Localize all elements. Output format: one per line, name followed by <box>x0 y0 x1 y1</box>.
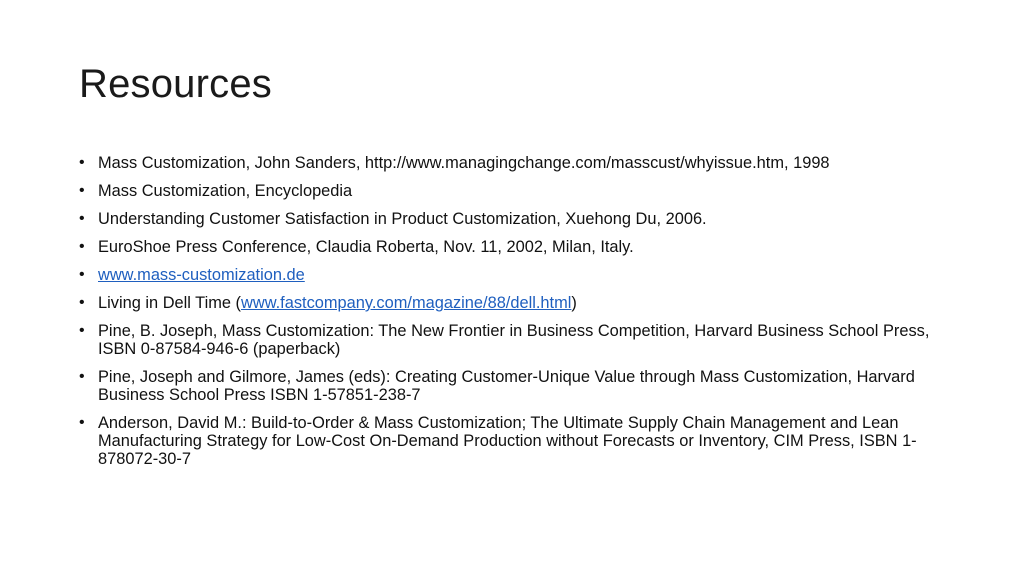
list-item <box>79 322 959 358</box>
bullet-icon: • <box>79 368 85 385</box>
bullet-icon: • <box>79 266 85 283</box>
list-item <box>79 182 959 200</box>
bullet-icon: • <box>79 182 85 199</box>
list-item <box>79 210 959 228</box>
resource-list <box>79 154 959 478</box>
resource-text: Understanding Customer Satisfaction in Product Customization, Xuehong Du, 2006. <box>98 210 707 228</box>
list-item <box>79 294 959 312</box>
bullet-icon: • <box>79 238 85 255</box>
fastcompany-link[interactable]: www.fastcompany.com/magazine/88/dell.html <box>241 294 572 312</box>
resource-text: Mass Customization, Encyclopedia <box>98 182 353 200</box>
list-item <box>79 414 959 468</box>
list-item <box>79 266 959 284</box>
resource-text: EuroShoe Press Conference, Claudia Roberta, Nov. 11, 2002, Milan, Italy. <box>98 238 634 256</box>
bullet-icon: • <box>79 414 85 431</box>
slide-title: Resources <box>79 62 272 106</box>
resource-text-prefix: Living in Dell Time ( <box>98 294 242 312</box>
resource-text: Pine, Joseph and Gilmore, James (eds): Creating Customer-Unique Value through Mass Customization, Harvard Business School Press ISBN 1-57851-238-7 <box>98 368 915 404</box>
mass-customization-link[interactable]: www.mass-customization.de <box>98 266 305 284</box>
resource-text: Anderson, David M.: Build-to-Order & Mass Customization; The Ultimate Supply Chain Management and Lean Manufacturing Strategy for Low-Cost On-Demand Production without Forecasts or Inventory, CIM Press, ISBN 1-878072-30-7 <box>98 414 917 468</box>
list-item <box>79 238 959 256</box>
resource-text: Pine, B. Joseph, Mass Customization: The New Frontier in Business Competition, Harvard Business School Press, ISBN 0-87584-946-6 (paperback) <box>98 322 930 358</box>
resource-text: Mass Customization, John Sanders, http://www.managingchange.com/masscust/whyissue.htm, 1998 <box>98 154 830 172</box>
bullet-icon: • <box>79 294 85 311</box>
bullet-icon: • <box>79 154 85 171</box>
list-item <box>79 154 959 172</box>
bullet-icon: • <box>79 322 85 339</box>
resource-text-suffix: ) <box>571 294 577 312</box>
bullet-icon: • <box>79 210 85 227</box>
list-item <box>79 368 959 404</box>
